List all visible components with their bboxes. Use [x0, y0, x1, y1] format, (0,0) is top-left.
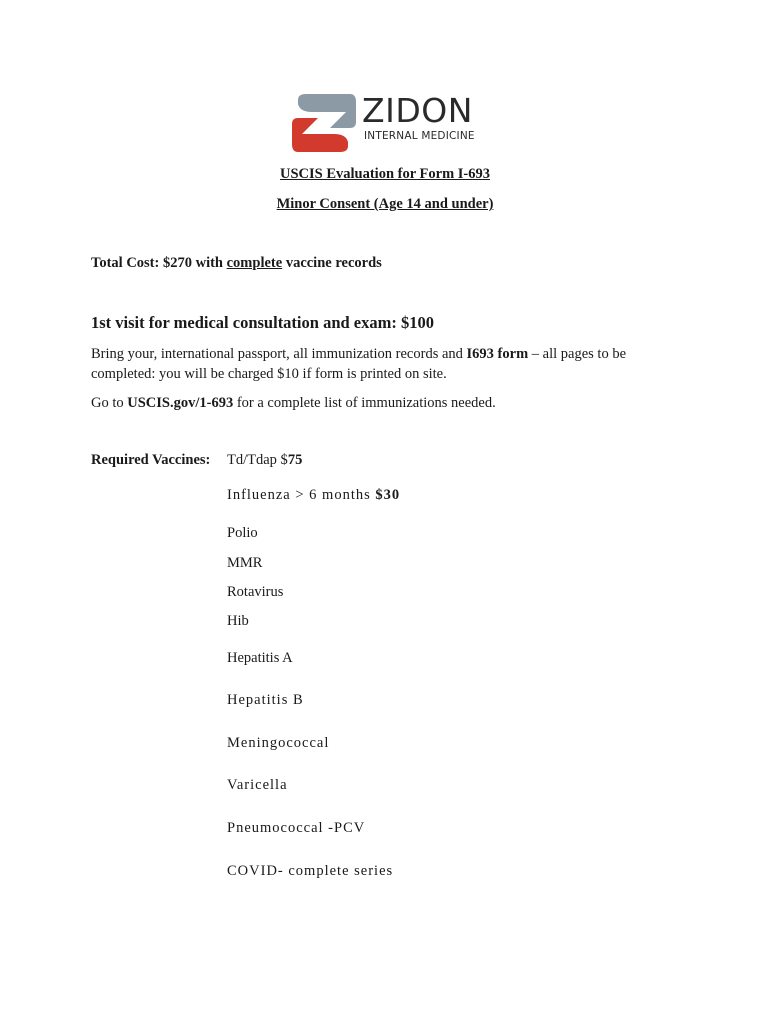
- reference-text-a: Go to: [91, 395, 128, 411]
- page-subtitle: Minor Consent (Age 14 and under): [276, 196, 494, 212]
- uscis-link-text: USCIS.gov/1-693: [127, 395, 234, 411]
- vaccine-influenza-price: $30: [375, 487, 401, 503]
- uscis-reference: [91, 393, 691, 413]
- vaccine-item: MMR: [227, 555, 263, 571]
- instructions-text-a: Bring your, international passport, all immunization records and: [91, 346, 467, 362]
- visit-heading: 1st visit for medical consultation and exam: $100: [91, 313, 434, 332]
- vaccine-item: Pneumococcal -PCV: [227, 820, 366, 836]
- vaccine-tdap-name: Td/Tdap $: [227, 452, 288, 468]
- total-cost-underlined: complete: [226, 255, 283, 271]
- vaccine-item: Polio: [227, 525, 258, 541]
- vaccine-item: Hepatitis B: [227, 692, 304, 708]
- vaccine-item: Hepatitis A: [227, 650, 293, 666]
- instructions-text-b: – all pages to be completed: you will be charged $10 if form is printed on site.: [91, 346, 627, 382]
- visit-instructions: [91, 344, 691, 384]
- total-cost-suffix: vaccine records: [282, 255, 382, 271]
- vaccine-item: COVID- complete series: [227, 863, 394, 879]
- vaccine-tdap: [227, 452, 302, 469]
- zidon-logo: [290, 92, 490, 154]
- vaccine-item: Meningococcal: [227, 735, 330, 751]
- total-cost-prefix: Total Cost: $270 with: [91, 255, 227, 271]
- brand-subtitle: INTERNAL MEDICINE: [364, 130, 475, 142]
- vaccine-influenza: [227, 487, 400, 504]
- vaccine-item: Varicella: [227, 777, 288, 793]
- vaccine-tdap-price: 75: [287, 452, 303, 468]
- zidon-z-logo-icon: [290, 92, 356, 154]
- instructions-form-name: I693 form: [466, 346, 529, 362]
- vaccine-item: Hib: [227, 613, 249, 629]
- reference-text-b: for a complete list of immunizations needed.: [233, 395, 496, 411]
- brand-name: ZIDON: [362, 91, 473, 130]
- vaccine-influenza-name: Influenza > 6 months: [227, 487, 376, 503]
- total-cost: [91, 255, 382, 272]
- vaccine-item: Rotavirus: [227, 584, 284, 600]
- page-title: USCIS Evaluation for Form I-693: [280, 166, 490, 182]
- required-vaccines-label: Required Vaccines:: [91, 452, 211, 468]
